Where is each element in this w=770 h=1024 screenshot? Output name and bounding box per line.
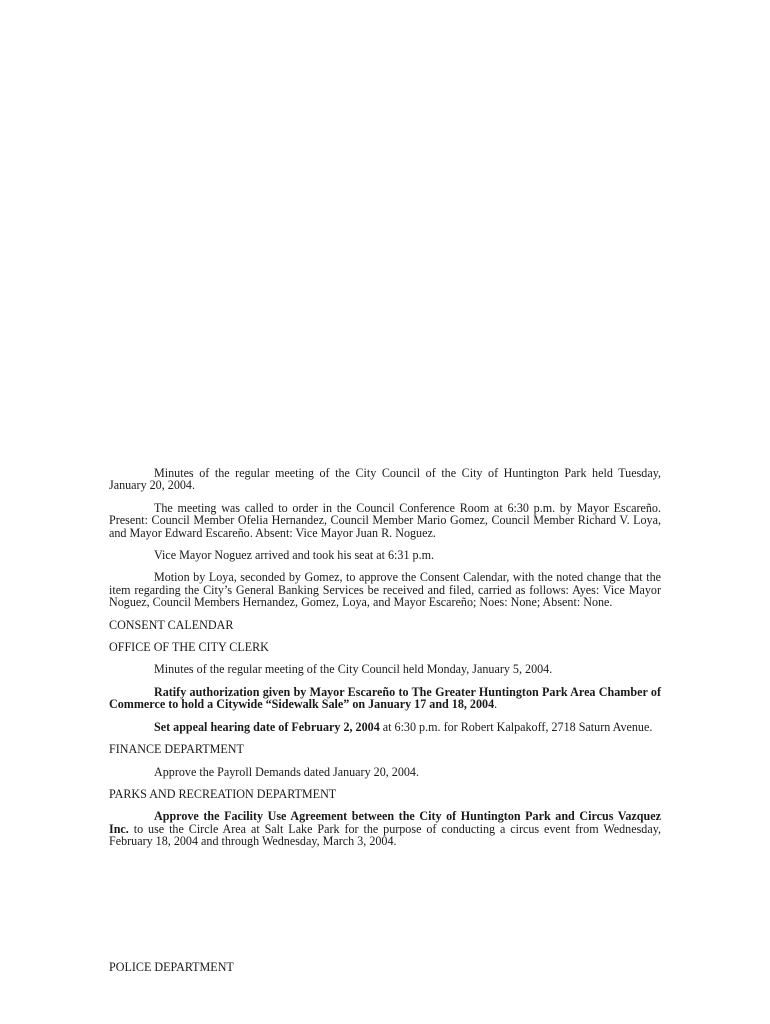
consent-motion-paragraph: Motion by Loya, seconded by Gomez, to approve the Consent Calendar, with the noted change that the item regarding the City’s General Banking Services be received and filed, carried as follows: Ayes: Vice Mayor Noguez, Council Members Hernandez, Gomez, Loya, and Mayor Escareño; Noes: None; Absent: None. (109, 570, 661, 610)
appeal-hearing-bold-text: Set appeal hearing date of February 2, 2004 (154, 719, 380, 734)
finance-department-heading: FINANCE DEPARTMENT (109, 742, 244, 757)
document-body (109, 467, 661, 858)
facility-use-agreement-item (109, 810, 661, 847)
sidewalk-sale-item (109, 686, 661, 711)
facility-agreement-rest-text: to use the Circle Area at Salt Lake Park for the purpose of conducting a circus event from Wednesday, February 18, 2004 and through Wednesday, March 3, 2004. (109, 821, 661, 849)
appeal-hearing-rest-text: at 6:30 p.m. for Robert Kalpakoff, 2718 Saturn Avenue. (379, 719, 653, 734)
parks-recreation-heading: PARKS AND RECREATION DEPARTMENT (109, 786, 337, 801)
vice-mayor-arrival-paragraph: Vice Mayor Noguez arrived and took his seat at 6:31 p.m. (154, 548, 435, 563)
city-clerk-heading: OFFICE OF THE CITY CLERK (109, 640, 269, 655)
facility-agreement-bold-text: Approve the Facility Use Agreement between the City of Huntington Park and Circus Vazquez Inc. (109, 809, 661, 836)
sidewalk-sale-rest-text: . (494, 697, 498, 712)
sidewalk-sale-bold-text: Ratify authorization given by Mayor Escareño to The Greater Huntington Park Area Chamber of Commerce to hold a Citywide “Sidewalk Sale” on January 17 and 18, 2004 (109, 684, 661, 712)
payroll-demands-item: Approve the Payroll Demands dated January 20, 2004. (154, 764, 419, 779)
call-to-order-paragraph: The meeting was called to order in the Council Conference Room at 6:30 p.m. by Mayor Escareño. Present: Council Member Ofelia Hernandez, Council Member Mario Gomez, Council Member Richard V. Loya, and Mayor Edward Escareño. Absent: Vice Mayor Juan R. Noguez. (109, 500, 661, 540)
appeal-hearing-item (109, 721, 661, 733)
minutes-intro-paragraph: Minutes of the regular meeting of the City Council of the City of Huntington Park held Tuesday, January 20, 2004. (109, 466, 661, 493)
minutes-approval-item: Minutes of the regular meeting of the City Council held Monday, January 5, 2004. (154, 662, 553, 677)
police-department-heading: POLICE DEPARTMENT (109, 960, 234, 974)
consent-calendar-heading: CONSENT CALENDAR (109, 617, 234, 632)
